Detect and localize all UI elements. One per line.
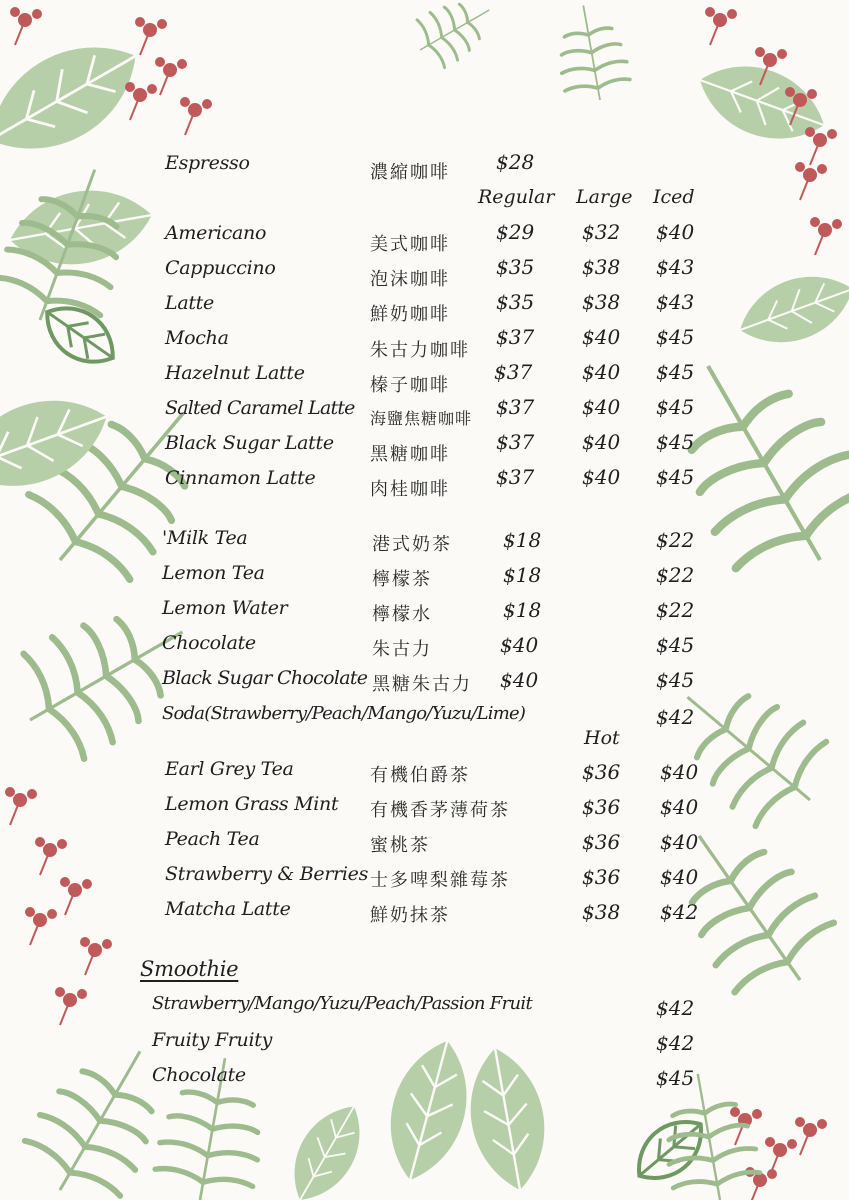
menu-item-chinese: 朱古力咖啡 xyxy=(370,340,470,361)
price-regular: $29 xyxy=(496,220,535,244)
price-hot: $40 xyxy=(500,633,539,657)
price-hot: $18 xyxy=(503,598,542,622)
menu-item-chinese: 檸檬水 xyxy=(372,604,432,625)
price-iced: $45 xyxy=(656,668,695,692)
menu-item-chinese: 鮮奶咖啡 xyxy=(370,304,450,325)
price-iced: $40 xyxy=(656,220,695,244)
menu-item-chinese: 黑糖朱古力 xyxy=(372,674,472,695)
menu-item-chinese: 鮮奶抹茶 xyxy=(370,905,450,926)
menu-item-name: Strawberry/Mango/Yuzu/Peach/Passion Fruit xyxy=(152,993,532,1014)
price-hot: $38 xyxy=(582,900,621,924)
menu-item-name: Mocha xyxy=(165,327,229,349)
price-iced: $40 xyxy=(660,760,699,784)
menu-item-name: Lemon Grass Mint xyxy=(165,793,339,815)
menu-item-name: Cinnamon Latte xyxy=(165,467,316,489)
price-regular: $37 xyxy=(494,360,533,384)
price-iced: $40 xyxy=(660,865,699,889)
price-large: $40 xyxy=(582,325,621,349)
menu-item-name: Espresso xyxy=(165,152,250,174)
price-hot: $18 xyxy=(503,528,542,552)
menu-item-chinese: 肉桂咖啡 xyxy=(370,479,450,500)
price-iced: $43 xyxy=(656,290,695,314)
menu-item-chinese: 士多啤梨雜莓茶 xyxy=(370,870,510,891)
price-hot: $36 xyxy=(582,865,621,889)
column-header-iced: Iced xyxy=(653,186,695,208)
price-large: $38 xyxy=(582,290,621,314)
price-hot: $18 xyxy=(503,563,542,587)
price: $42 xyxy=(656,1031,695,1055)
menu-item-chinese: 有機香茅薄荷茶 xyxy=(370,800,510,821)
menu-item-name: Salted Caramel Latte xyxy=(165,397,355,419)
price-large: $38 xyxy=(582,255,621,279)
menu-item-name: Black Sugar Latte xyxy=(165,432,334,454)
menu-item-name: Chocolate xyxy=(162,632,256,654)
price-large: $32 xyxy=(582,220,621,244)
price-iced: $40 xyxy=(660,795,699,819)
price-iced: $42 xyxy=(660,900,699,924)
menu-item-name: Americano xyxy=(165,222,267,244)
menu-item-name: Chocolate xyxy=(152,1064,246,1086)
menu-item-chinese: 朱古力 xyxy=(372,639,432,660)
menu-item-chinese: 泡沫咖啡 xyxy=(370,269,450,290)
price-iced: $40 xyxy=(660,830,699,854)
price-iced: $22 xyxy=(656,598,695,622)
price-iced: $45 xyxy=(656,360,695,384)
menu-item-name: Hazelnut Latte xyxy=(165,362,305,384)
menu-item-name: Cappuccino xyxy=(165,257,276,279)
menu-item-name: Strawberry & Berries xyxy=(165,863,369,885)
menu-item-chinese: 港式奶茶 xyxy=(372,534,452,555)
menu-item-name: 'Milk Tea xyxy=(162,527,248,549)
menu-item-name: Soda(Strawberry/Peach/Mango/Yuzu/Lime) xyxy=(162,703,526,724)
price: $45 xyxy=(656,1066,695,1090)
menu-item-name: Black Sugar Chocolate xyxy=(162,667,368,689)
price-hot: $36 xyxy=(582,795,621,819)
column-header-large: Large xyxy=(576,186,633,208)
column-header-hot: Hot xyxy=(584,727,620,749)
price-regular: $35 xyxy=(496,255,535,279)
price-large: $40 xyxy=(582,465,621,489)
menu-item-chinese: 檸檬茶 xyxy=(372,569,432,590)
menu-item-chinese: 有機伯爵茶 xyxy=(370,765,470,786)
menu-item-name: Peach Tea xyxy=(165,828,260,850)
price: $42 xyxy=(656,705,695,729)
price-regular: $37 xyxy=(496,395,535,419)
price-hot: $40 xyxy=(500,668,539,692)
price-regular: $37 xyxy=(496,430,535,454)
menu-item-name: Lemon Tea xyxy=(162,562,265,584)
price-hot: $36 xyxy=(582,760,621,784)
price-regular: $37 xyxy=(496,465,535,489)
price-iced: $22 xyxy=(656,528,695,552)
column-header-regular: Regular xyxy=(478,186,555,208)
section-title-smoothie: Smoothie xyxy=(140,957,239,981)
price-iced: $45 xyxy=(656,465,695,489)
menu-item-name: Latte xyxy=(165,292,214,314)
menu-item-chinese: 美式咖啡 xyxy=(370,234,450,255)
menu-item-name: Lemon Water xyxy=(162,597,288,619)
price-regular: $35 xyxy=(496,290,535,314)
price: $42 xyxy=(656,996,695,1020)
price-regular: $37 xyxy=(496,325,535,349)
price: $28 xyxy=(496,150,535,174)
price-iced: $45 xyxy=(656,633,695,657)
price-hot: $36 xyxy=(582,830,621,854)
price-iced: $45 xyxy=(656,430,695,454)
menu-item-chinese: 黑糖咖啡 xyxy=(370,444,450,465)
price-large: $40 xyxy=(582,430,621,454)
menu-item-name: Fruity Fruity xyxy=(152,1029,273,1051)
menu-item-chinese: 海鹽焦糖咖啡 xyxy=(370,409,473,428)
price-iced: $22 xyxy=(656,563,695,587)
price-iced: $45 xyxy=(656,325,695,349)
menu-item-chinese: 濃縮咖啡 xyxy=(370,162,450,183)
price-large: $40 xyxy=(582,395,621,419)
menu-item-chinese: 蜜桃茶 xyxy=(370,835,430,856)
price-large: $40 xyxy=(582,360,621,384)
price-iced: $45 xyxy=(656,395,695,419)
price-iced: $43 xyxy=(656,255,695,279)
menu-item-name: Earl Grey Tea xyxy=(165,758,294,780)
menu-item-name: Matcha Latte xyxy=(165,898,291,920)
menu-item-chinese: 榛子咖啡 xyxy=(370,375,450,396)
